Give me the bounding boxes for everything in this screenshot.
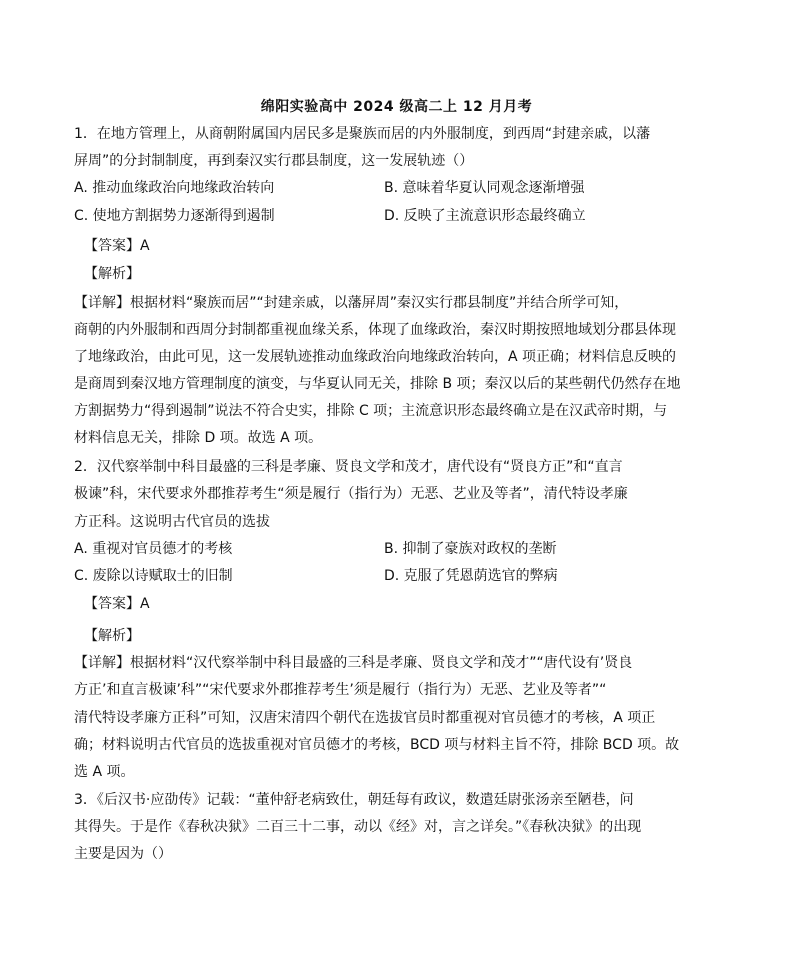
q1-analysis-label: 【解析】 (84, 266, 140, 282)
q3-stem-line-3: 主要是因为（） (74, 846, 172, 862)
q2-option-b: B. 抑制了豪族对政权的垄断 (384, 541, 557, 557)
q1-detail-line-4: 是商周到秦汉地方管理制度的演变，与华夏认同无关，排除 B 项；秦汉以后的某些朝代仍然存在地 (74, 376, 681, 392)
q1-detail-line-5: 方割据势力“得到遏制”说法不符合史实，排除 C 项；主流意识形态最终确立是在汉武帝时期，与 (74, 403, 668, 419)
q2-option-c: C. 废除以诗赋取士的旧制 (74, 568, 233, 584)
q1-detail-line-2: 商朝的内外服制和西周分封制都重视血缘关系，体现了血缘政治，秦汉时期按照地域划分郡县体现 (74, 322, 676, 338)
q3-stem-line-2: 其得失。于是作《春秋决狱》二百三十二事，动以《经》对，言之详矣。”《春秋决狱》的出现 (74, 819, 642, 835)
q1-stem-line-1: 1．在地方管理上，从商朝附属国内居民多是聚族而居的内外服制度，到西周“封建亲戚，以藩 (74, 126, 651, 142)
q1-stem-line-2: 屏周”的分封制制度，再到秦汉实行郡县制度，这一发展轨迹（） (74, 153, 474, 169)
q2-answer: 【答案】A (84, 596, 150, 612)
q1-detail-line-6: 材料信息无关，排除 D 项。故选 A 项。 (74, 430, 323, 446)
q1-option-b: B. 意味着华夏认同观念逐渐增强 (384, 180, 585, 196)
q2-stem-line-3: 方正科。这说明古代官员的选拔 (74, 514, 270, 530)
exam-title: 绵阳实验高中 2024 级高二上 12 月月考 (260, 99, 533, 115)
q2-detail-line-2: 方正’和直言极谏’科”“宋代要求外郡推荐考生’须是履行（指行为）无恶、艺业及等者”“ (74, 682, 607, 698)
q1-option-d: D. 反映了主流意识形态最终确立 (384, 208, 586, 224)
q3-stem-line-1: 3．《后汉书·应劭传》记载：“董仲舒老病致仕，朝廷每有政议，数遣廷尉张汤亲至陋巷，问 (74, 792, 634, 808)
q1-detail-line-1: 【详解】根据材料“聚族而居”“封建亲戚，以藩屏周”秦汉实行郡县制度”并结合所学可知， (74, 295, 629, 311)
q2-option-a: A. 重视对官员德才的考核 (74, 541, 233, 557)
q1-detail-line-3: 了地缘政治，由此可见，这一发展轨迹推动血缘政治向地缘政治转向，A 项正确；材料信息反映的 (74, 349, 677, 365)
q2-stem-line-2: 极谏”科，宋代要求外郡推荐考生“须是履行（指行为）无恶、艺业及等者”，清代特设孝廉 (74, 486, 628, 502)
q1-option-a: A. 推动血缘政治向地缘政治转向 (74, 180, 275, 196)
q2-detail-line-5: 选 A 项。 (74, 764, 135, 780)
q2-detail-line-3: 清代特设孝廉方正科”可知，汉唐宋清四个朝代在选拔官员时都重视对官员德才的考核，A 项正 (74, 710, 656, 726)
q2-analysis-label: 【解析】 (84, 628, 140, 644)
q1-option-c: C. 使地方割据势力逐渐得到遏制 (74, 208, 275, 224)
q2-option-d: D. 克服了凭恩荫选官的弊病 (384, 568, 558, 584)
q2-stem-line-1: 2．汉代察举制中科目最盛的三科是孝廉、贤良文学和茂才，唐代设有“贤良方正”和“直言 (74, 459, 623, 475)
q1-answer: 【答案】A (84, 238, 150, 254)
q2-detail-line-4: 确；材料说明古代官员的选拔重视对官员德才的考核，BCD 项与材料主旨不符，排除 BCD 项。故 (74, 737, 680, 753)
q2-detail-line-1: 【详解】根据材料“汉代察举制中科目最盛的三科是孝廉、贤良文学和茂才”“唐代设有’贤良 (74, 655, 633, 671)
